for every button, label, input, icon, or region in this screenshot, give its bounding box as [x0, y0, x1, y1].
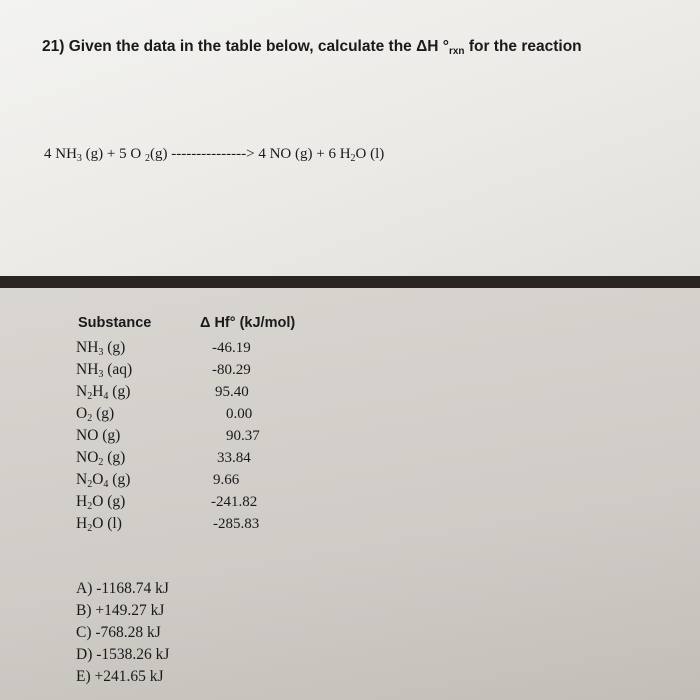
value-h2o-g: -241.82 — [211, 494, 258, 510]
substance-nh3-g: NH3 (g) — [76, 339, 126, 358]
reaction-equation: 4 $NH_3$ (g) + 5 O $_2$(g) ---------------> 4 NO (g) + 6 $H_2O$ (l) — [44, 146, 385, 164]
value-h2o-l: -285.83 — [213, 516, 260, 532]
value-n2h4-g: 95.40 — [215, 384, 249, 400]
choice-e[interactable]: E) +241.65 kJ — [76, 668, 164, 685]
choice-d[interactable]: D) -1538.26 kJ — [76, 646, 170, 663]
value-no-g: 90.37 — [226, 428, 260, 444]
value-n2o4-g: 9.66 — [213, 472, 240, 488]
substance-header: Substance — [78, 315, 152, 331]
substance-nh3-aq: NH3 (aq) — [76, 361, 133, 380]
substance-n2h4-g: N2H4 (g) — [76, 383, 131, 402]
substance-o2-g: O2 (g) — [76, 405, 115, 424]
choice-b[interactable]: B) +149.27 kJ — [76, 602, 165, 619]
substance-n2o4-g: N2O4 (g) — [76, 471, 131, 490]
value-nh3-aq: -80.29 — [212, 362, 251, 378]
value-no2-g: 33.84 — [217, 450, 251, 466]
question-title: 21) Given the data in the table below, calculate the ΔH °rxn for the reaction — [42, 38, 582, 57]
enthalpy-header: Δ Hf° (kJ/mol) — [200, 315, 296, 331]
substance-no-g: NO (g) — [76, 427, 121, 444]
substance-no2-g: NO2 (g) — [76, 449, 126, 468]
value-nh3-g: -46.19 — [212, 340, 251, 356]
substance-h2o-l: H2O (l) — [76, 515, 122, 534]
choice-a[interactable]: A) -1168.74 kJ — [76, 580, 169, 597]
value-o2-g: 0.00 — [226, 406, 253, 422]
choice-c[interactable]: C) -768.28 kJ — [76, 624, 161, 641]
substance-h2o-g: H2O (g) — [76, 493, 126, 512]
